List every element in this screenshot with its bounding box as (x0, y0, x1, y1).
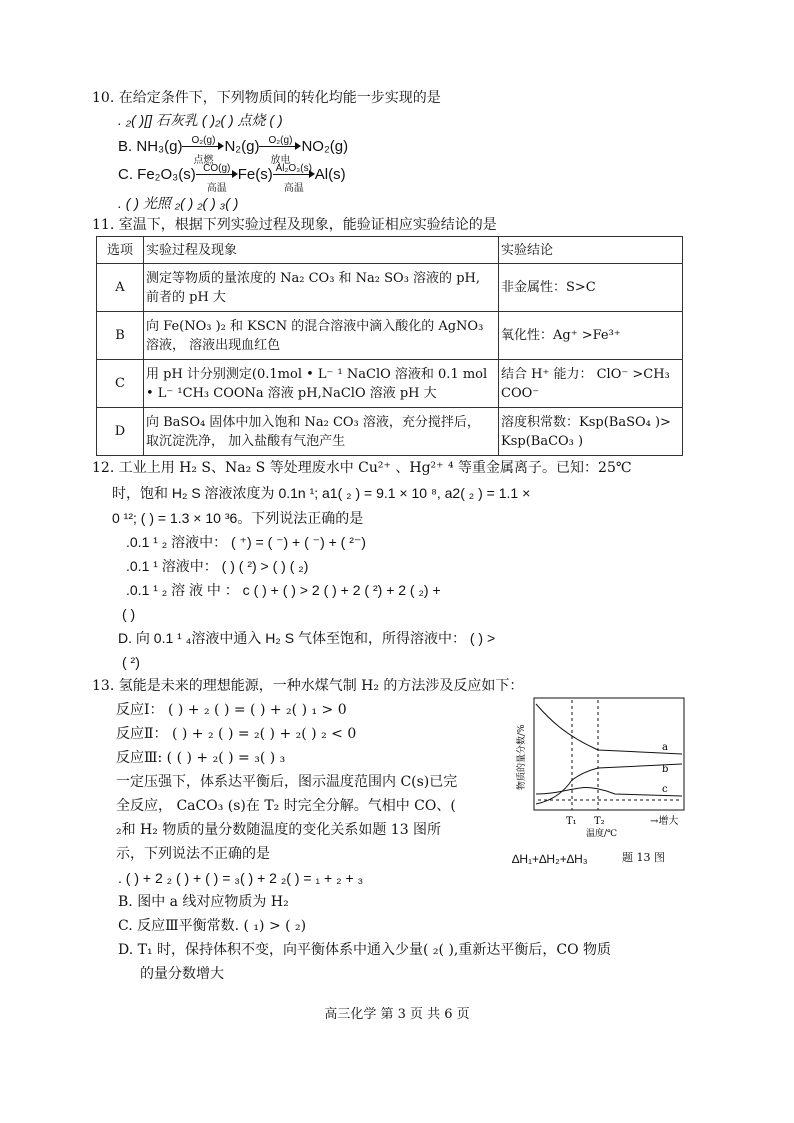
x-axis-label: 温度/℃ (586, 829, 618, 839)
q10-option-a: . ₂( )[] 石灰乳 ( )₂( ) 点烧 ( ) (118, 112, 283, 128)
q10-stem: 10. 在给定条件下，下列物质间的转化均能一步实现的是 (92, 90, 441, 106)
row-conclusion: 非金属性：S>C (499, 264, 683, 312)
row-option: B (97, 312, 144, 360)
table-row (97, 360, 683, 408)
y-axis-label: 物质的量分数/% (517, 724, 527, 790)
row-conclusion: 结合 H⁺ 能力： ClO⁻ >CH₃ COO⁻ (499, 360, 683, 408)
q11-table (96, 236, 683, 456)
t1-label: T₁ (566, 816, 577, 827)
row-procedure: 向 BaSO₄ 固体中加入饱和 Na₂ CO₃ 溶液，充分搅拌后， 取沉淀洗净， 加入盐酸有气泡产生 (144, 408, 499, 456)
q13-reaction-3: 反应Ⅲ: ( ( ) + ₂( ) = ₃( ) ₃ (116, 750, 286, 766)
q13-option-d-line2: 的量分数增大 (140, 966, 224, 982)
t2-label: T₂ (594, 816, 605, 827)
row-procedure: 用 pH 计分别测定(0.1mol • L⁻ ¹ NaClO 溶液和 0.1 mol • L⁻ ¹CH₃ COONa 溶液 pH,NaClO 溶液 pH 大 (144, 360, 499, 408)
table-row (97, 264, 683, 312)
q13-figure (510, 690, 690, 840)
header-procedure: 实验过程及现象 (144, 237, 499, 264)
q10-option-c (118, 163, 346, 195)
q13-option-d-line1: D. T₁ 时，保持体积不变，向平衡体系中通入少量( ₂( ),重新达平衡后，CO 物质 (118, 942, 612, 958)
q13-reaction-1: 反应Ⅰ： ( ) + ₂ ( ) = ( ) + ₂( ) ₁ > 0 (116, 702, 347, 718)
q12-option-c-line1: .0.1 ¹ ₂ 溶 液 中 ： c ( ) + ( ) > 2 ( ) + 2 ( ²) + 2 ( ₂) + (126, 582, 441, 598)
q13-option-b: B. 图中 a 线对应物质为 H₂ (118, 894, 289, 910)
q13-paragraph-line2: 全反应， CaCO₃ (s)在 T₂ 时完全分解。气相中 CO、( (116, 798, 456, 814)
row-option: C (97, 360, 144, 408)
reaction-arrow: Al₂O₃(s) 高温 (273, 165, 315, 185)
header-option: 选项 (97, 237, 144, 264)
reaction-arrow: O₂(g) 点燃 (182, 137, 224, 157)
x-arrow-label: →增大 (650, 816, 679, 827)
q12-option-b: .0.1 ¹ 溶液中： ( ) ( ²) > ( ) ( ₂) (126, 558, 309, 574)
reaction-arrow: CO(g) 高温 (196, 165, 238, 185)
row-procedure: 向 Fe(NO₃ )₂ 和 KSCN 的混合溶液中滴入酸化的 AgNO₃ 溶液， 溶液出现血红色 (144, 312, 499, 360)
curve-label-b: b (662, 764, 669, 775)
q12-stem-line3: 0 ¹²; ( ) = 1.3 × 10 ³6。下列说法正确的是 (112, 510, 364, 526)
q12-option-a: .0.1 ¹ ₂ 溶液中： ( ⁺) = ( ⁻) + ( ⁻) + ( ²⁻) (126, 534, 366, 550)
table-header-row (97, 237, 683, 264)
intermediate: N₂(g) (224, 138, 260, 155)
q12-stem-line1: 12. 工业上用 H₂ S、Na₂ S 等处理废水中 Cu²⁺ 、Hg²⁺ ⁴ 等重金属离子。已知：25℃ (92, 460, 632, 476)
q13-paragraph-line3: ₂和 H₂ 物质的量分数随温度的变化关系如题 13 图所 (116, 822, 442, 838)
reaction-arrow: O₂(g) 放电 (259, 137, 301, 157)
q12-stem-line2: 时，饱和 H₂ S 溶液浓度为 0.1n ¹; a1( ₂ ) = 9.1 × 10 ⁸, a2( ₂ ) = 1.1 × (112, 485, 531, 501)
q10-option-b (118, 135, 349, 167)
option-label: C. (118, 166, 133, 183)
table-row (97, 408, 683, 456)
row-procedure: 测定等物质的量浓度的 Na₂ CO₃ 和 Na₂ SO₃ 溶液的 pH, 前者的 pH 大 (144, 264, 499, 312)
q13-paragraph-line4: 示，下列说法不正确的是 (116, 846, 270, 862)
reactant: Fe₂O₃(s) (137, 166, 196, 183)
figure-caption: 题 13 图 (622, 851, 665, 864)
row-conclusion: 溶度积常数：Ksp(BaSO₄ )> Ksp(BaCO₃ ) (499, 408, 683, 456)
curve-label-c: c (662, 784, 668, 795)
q13-paragraph-line1: 一定压强下，体系达平衡后，图示温度范围内 C(s)已完 (116, 774, 458, 790)
reactant: NH₃(g) (136, 138, 183, 155)
q11-stem: 11. 室温下，根据下列实验过程及现象，能验证相应实验结论的是 (92, 217, 497, 233)
q10-option-d: . ( ) 光照 ₂( ) ₂( ) ₃( ) (118, 195, 239, 211)
q12-option-d-line1: D. 向 0.1 ¹ ₄溶液中通入 H₂ S 气体至饱和，所得溶液中： ( ) > (118, 630, 496, 646)
option-label: B. (118, 138, 133, 155)
q13-option-c: C. 反应Ⅲ平衡常数. ( ₁) > ( ₂) (118, 918, 307, 934)
q13-reaction-2: 反应Ⅱ： ( ) + ₂ ( ) = ₂( ) + ₂( ) ₂ < 0 (116, 726, 357, 742)
curve-b (536, 764, 682, 804)
q13-stray-text: ∆H₁+∆H₂+∆H₃ (512, 852, 588, 866)
table-row (97, 312, 683, 360)
row-option: D (97, 408, 144, 456)
q12-option-c-line2: ( ) (122, 606, 136, 622)
page-footer: 高三化学 第 3 页 共 6 页 (324, 1007, 470, 1022)
header-conclusion: 实验结论 (499, 237, 683, 264)
curve-a (536, 704, 682, 754)
product: NO₂(g) (301, 138, 349, 155)
q13-stem: 13. 氢能是未来的理想能源，一种水煤气制 H₂ 的方法涉及反应如下： (92, 678, 524, 694)
q12-option-d-line2: ( ²) (122, 654, 140, 670)
curve-label-a: a (662, 742, 668, 753)
row-option: A (97, 264, 144, 312)
row-conclusion: 氧化性：Ag⁺ >Fe³⁺ (499, 312, 683, 360)
product: Al(s) (314, 166, 346, 183)
q13-option-a: . ( ) + 2 ₂ ( ) + ( ) = ₃( ) + 2 ₂( ) = ₁ + ₂ + ₃ (118, 870, 364, 886)
intermediate: Fe(s) (237, 166, 273, 183)
